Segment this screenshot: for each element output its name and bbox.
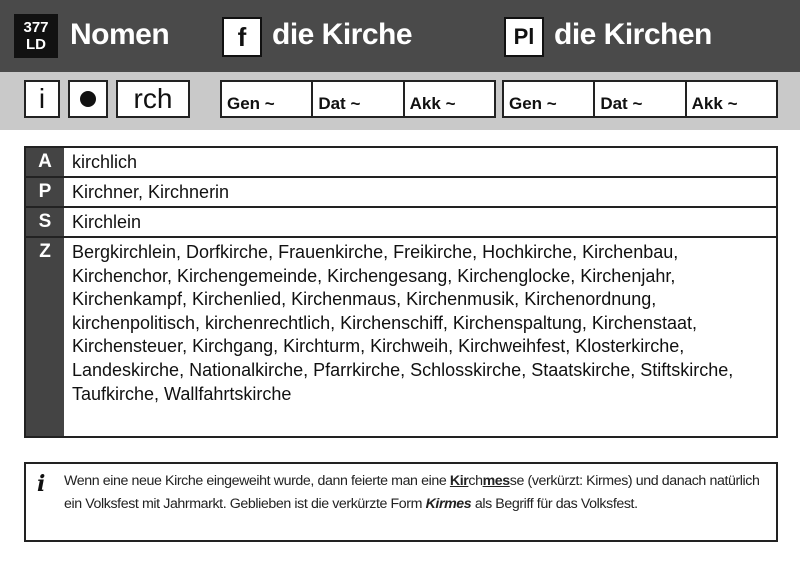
table-row — [26, 208, 776, 238]
declension-strip — [0, 72, 800, 130]
info-note — [24, 462, 778, 542]
entry-number: 377 — [23, 19, 49, 36]
note-highlight: Kir — [449, 473, 469, 489]
table-row — [26, 238, 776, 436]
plural-cases — [502, 80, 778, 118]
note-text — [64, 470, 768, 516]
plural-dative: Dat ~ — [595, 82, 686, 116]
row-value-diminutive: Kirchlein — [72, 212, 142, 232]
word-category: Nomen — [70, 18, 170, 51]
row-value-compounds: Bergkirchlein, Dorfkirche, Frauenkirche, Freikirche, Hochkirche, Kirchenbau, Kirchenchor, Kirchengemeinde, Kirchengesang, Kirchenglocke, Kirchenjahr, Kirchenkampf, Kirchenlied, Kirchenmaus, Kirchenmusik, Kirchenordnung, kirchenpolitisch, kirchenrechtlich, Kirchenschiff, Kirchenspaltung, Kirchenstaat, Kirchensteuer, Kirchgang, Kirchturm, Kirchweih, Kirchweihfest, Klosterkirche, Landeskirche, Nationalkirche, Pfarrkirche, Schlosskirche, Staatskirche, Stiftskirche, Taufkirche, Wallfahrtskirche — [72, 242, 734, 404]
plural-marker: Pl — [504, 17, 544, 57]
singular-form: die Kirche — [272, 18, 413, 51]
row-key-adjective: A — [26, 148, 64, 176]
row-key-person: P — [26, 178, 64, 206]
note-emphasis: Kirmes — [425, 496, 472, 512]
word-family-table — [24, 146, 778, 438]
singular-cases — [220, 80, 496, 118]
header-band — [0, 0, 800, 72]
table-row — [26, 148, 776, 178]
plural-accusative: Akk ~ — [691, 94, 738, 113]
note-text-part: als Begriff für das Volksfest. — [471, 496, 638, 512]
table-row — [26, 178, 776, 208]
entry-code: LD — [26, 36, 46, 53]
info-icon: i — [37, 471, 46, 497]
entry-number-badge — [14, 14, 58, 58]
singular-accusative: Akk ~ — [409, 94, 456, 113]
singular-genitive: Gen ~ — [222, 82, 313, 116]
note-highlight: mes — [482, 473, 510, 489]
vowel-box: i — [24, 80, 60, 118]
row-key-diminutive: S — [26, 208, 64, 236]
short-vowel-dot-icon — [80, 91, 96, 107]
singular-dative: Dat ~ — [313, 82, 404, 116]
plural-genitive: Gen ~ — [504, 82, 595, 116]
consonant-box: rch — [116, 80, 190, 118]
row-key-compounds: Z — [26, 238, 64, 436]
note-text-part: se (verkürzt: Kirmes) und danach natürlich ein Volksfest mit Jahrmarkt. Geblieben ist die verkürzte Form — [64, 473, 760, 512]
note-text-part: ch — [468, 473, 483, 489]
row-value-adjective: kirchlich — [72, 152, 138, 172]
row-value-person: Kirchner, Kirchnerin — [72, 182, 230, 202]
gender-marker: f — [222, 17, 262, 57]
plural-form: die Kirchen — [554, 18, 712, 51]
vowel-length-box — [68, 80, 108, 118]
note-text-part: Wenn eine neue Kirche eingeweiht wurde, dann feierte man eine — [64, 473, 450, 489]
